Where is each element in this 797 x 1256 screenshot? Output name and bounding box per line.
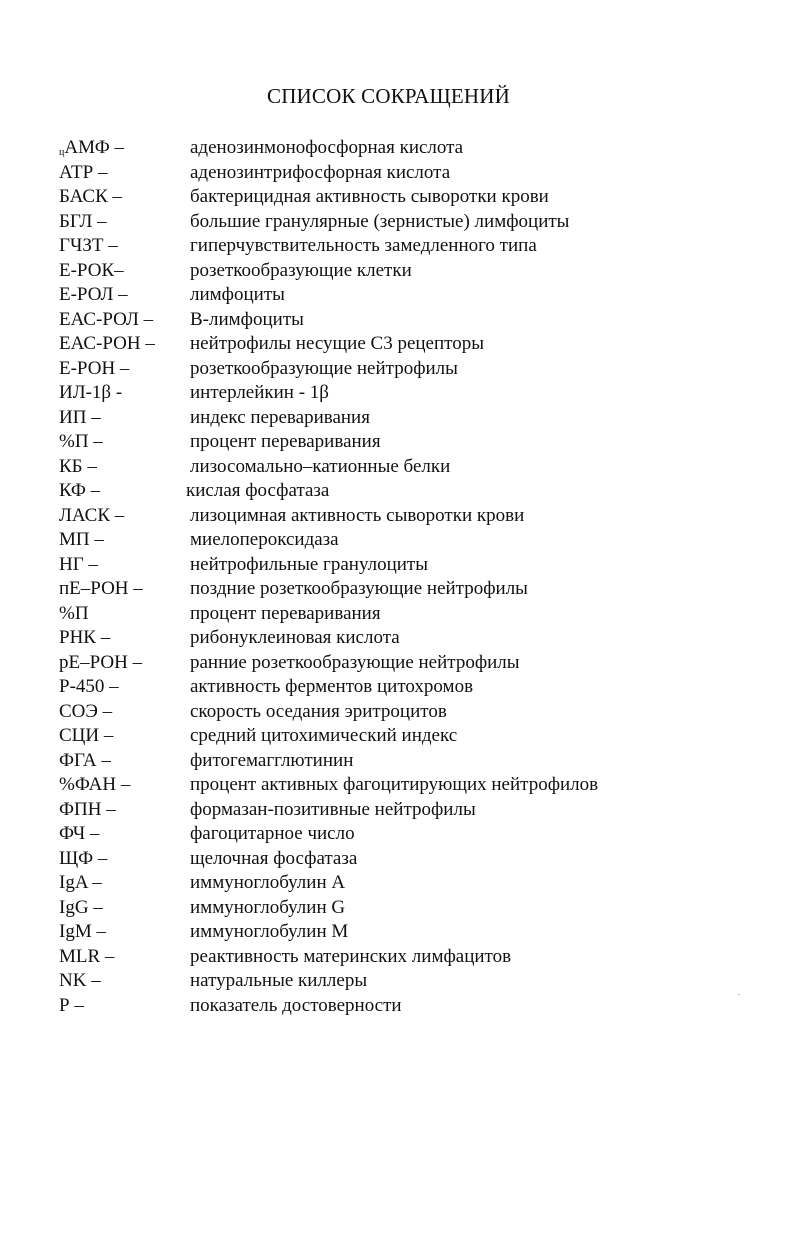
abbreviation-row	[59, 504, 759, 529]
abbreviation-term: ЕАС-РОН –	[59, 333, 155, 354]
abbreviation-term: ЕАС-РОЛ –	[59, 308, 154, 330]
abbreviation-term: БАСК –	[59, 186, 123, 207]
abbreviation-definition: щелочная фосфатаза	[190, 847, 358, 869]
abbreviation-definition: процент активных фагоцитирующих нейтрофилов	[190, 774, 599, 795]
abbreviation-definition: миелопероксидаза	[190, 529, 339, 550]
abbreviation-row	[59, 308, 759, 333]
abbreviation-list	[59, 136, 759, 1018]
abbreviation-definition: рибонуклеиновая кислота	[190, 627, 400, 648]
abbreviation-row	[59, 381, 759, 406]
abbreviation-term: БГЛ –	[59, 210, 107, 232]
abbreviation-definition: процент переваривания	[190, 602, 381, 624]
abbreviation-definition: аденозинмонофосфорная кислота	[190, 137, 464, 158]
abbreviation-term: IgG –	[59, 896, 103, 918]
abbreviation-definition: иммуноглобулин М	[190, 921, 349, 942]
abbreviation-definition: бактерицидная активность сыворотки крови	[190, 186, 549, 207]
abbreviation-term: ФЧ –	[59, 823, 100, 844]
abbreviation-term: %П –	[59, 431, 103, 452]
abbreviation-definition: фитогемагглютинин	[190, 749, 354, 771]
abbreviation-row	[59, 479, 759, 504]
abbreviation-definition: процент переваривания	[190, 431, 381, 452]
abbreviation-term: ИЛ-1β -	[59, 382, 123, 403]
page-title: СПИСОК СОКРАЩЕНИЙ	[266, 84, 510, 108]
abbreviation-term: РНК –	[59, 627, 111, 648]
abbreviation-definition: В-лимфоциты	[190, 308, 304, 330]
abbreviation-term: MLR –	[59, 945, 115, 967]
abbreviation-term: ИП –	[59, 406, 101, 428]
abbreviation-row	[59, 700, 759, 725]
abbreviation-definition: показатель достоверности	[190, 994, 402, 1016]
abbreviation-definition: интерлейкин - 1β	[190, 382, 329, 403]
abbreviation-definition: поздние розеткообразующие нейтрофилы	[190, 578, 528, 599]
abbreviation-definition: индекс переваривания	[190, 406, 370, 428]
abbreviation-term: Р –	[59, 994, 84, 1016]
abbreviation-row	[59, 357, 759, 382]
abbreviation-row	[59, 161, 759, 186]
abbreviation-row	[59, 871, 759, 896]
abbreviation-row	[59, 651, 759, 676]
abbreviation-definition: иммуноглобулин G	[190, 896, 346, 918]
abbreviation-definition: средний цитохимический индекс	[190, 725, 458, 746]
abbreviation-row	[59, 210, 759, 235]
abbreviation-row	[59, 185, 759, 210]
abbreviation-definition: скорость оседания эритроцитов	[190, 700, 447, 722]
abbreviation-definition: ранние розеткообразующие нейтрофилы	[190, 651, 520, 673]
abbreviation-term: НГ –	[59, 553, 98, 575]
abbreviation-term: NK –	[59, 970, 101, 991]
abbreviation-term: ГЧЗТ –	[59, 235, 118, 256]
abbreviation-definition: розеткообразующие клетки	[190, 259, 412, 281]
abbreviation-row	[59, 283, 759, 308]
abbreviation-row	[59, 234, 759, 259]
scan-speck	[738, 994, 740, 995]
abbreviation-term: Е-РОК–	[59, 259, 124, 281]
abbreviation-definition: кислая фосфатаза	[186, 480, 330, 501]
abbreviation-term: КБ –	[59, 455, 97, 477]
abbreviation-term: пЕ–РОН –	[59, 578, 143, 599]
abbreviation-prefix: ц	[59, 147, 65, 158]
abbreviation-term: ФГА –	[59, 749, 111, 771]
abbreviation-definition: активность ферментов цитохромов	[190, 676, 474, 697]
abbreviation-row	[59, 994, 759, 1019]
abbreviation-definition: реактивность материнских лимфацитов	[190, 945, 512, 967]
abbreviation-definition: фагоцитарное число	[190, 823, 355, 844]
abbreviation-definition: иммуноглобулин А	[190, 872, 346, 893]
abbreviation-row	[59, 577, 759, 602]
abbreviation-row	[59, 896, 759, 921]
abbreviation-term: СЦИ –	[59, 725, 114, 746]
abbreviation-row	[59, 847, 759, 872]
abbreviation-term: %П	[59, 602, 89, 624]
abbreviation-row	[59, 602, 759, 627]
abbreviation-row	[59, 455, 759, 480]
abbreviation-row	[59, 528, 759, 553]
abbreviation-definition: натуральные киллеры	[190, 970, 368, 991]
abbreviation-term: КФ –	[59, 480, 101, 501]
abbreviation-term: АТР –	[59, 161, 108, 183]
abbreviation-definition: розеткообразующие нейтрофилы	[190, 357, 458, 379]
abbreviation-row	[59, 822, 759, 847]
abbreviation-term: IgM –	[59, 921, 106, 942]
abbreviation-row	[59, 332, 759, 357]
abbreviation-row	[59, 675, 759, 700]
abbreviation-definition: лимфоциты	[190, 284, 285, 305]
abbreviation-row	[59, 553, 759, 578]
abbreviation-definition: нейтрофильные гранулоциты	[190, 553, 428, 575]
abbreviation-definition: гиперчувствительность замедленного типа	[190, 235, 537, 256]
abbreviation-term: рЕ–РОН –	[59, 651, 143, 673]
abbreviation-row	[59, 920, 759, 945]
abbreviation-row	[59, 136, 759, 161]
abbreviation-row	[59, 259, 759, 284]
abbreviation-definition: формазан-позитивные нейтрофилы	[190, 798, 476, 820]
abbreviation-term: ЩФ –	[59, 847, 108, 869]
abbreviation-definition: нейтрофилы несущие С3 рецепторы	[190, 333, 484, 354]
abbreviation-row	[59, 773, 759, 798]
abbreviation-term: МП –	[59, 529, 104, 550]
abbreviation-row	[59, 969, 759, 994]
abbreviation-row	[59, 749, 759, 774]
abbreviation-row	[59, 945, 759, 970]
abbreviation-row	[59, 626, 759, 651]
abbreviation-term: ЛАСК –	[59, 504, 125, 526]
abbreviation-term: Е-РОН –	[59, 357, 130, 379]
abbreviation-definition: лизоцимная активность сыворотки крови	[190, 504, 525, 526]
abbreviation-term: IgA –	[59, 872, 102, 893]
abbreviation-row	[59, 406, 759, 431]
abbreviation-definition: аденозинтрифосфорная кислота	[190, 161, 451, 183]
abbreviation-row	[59, 430, 759, 455]
abbreviation-term: $_ц$АМФ –	[59, 137, 124, 158]
abbreviation-term: Е-РОЛ –	[59, 284, 128, 305]
abbreviation-definition: лизосомально–катионные белки	[190, 455, 451, 477]
abbreviation-term: СОЭ –	[59, 700, 113, 722]
abbreviation-row	[59, 798, 759, 823]
abbreviation-term: Р-450 –	[59, 676, 119, 697]
abbreviation-term: ФПН –	[59, 798, 116, 820]
abbreviation-definition: большие гранулярные (зернистые) лимфоциты	[190, 210, 570, 232]
abbreviation-term: %ФАН –	[59, 774, 131, 795]
abbreviation-row	[59, 724, 759, 749]
